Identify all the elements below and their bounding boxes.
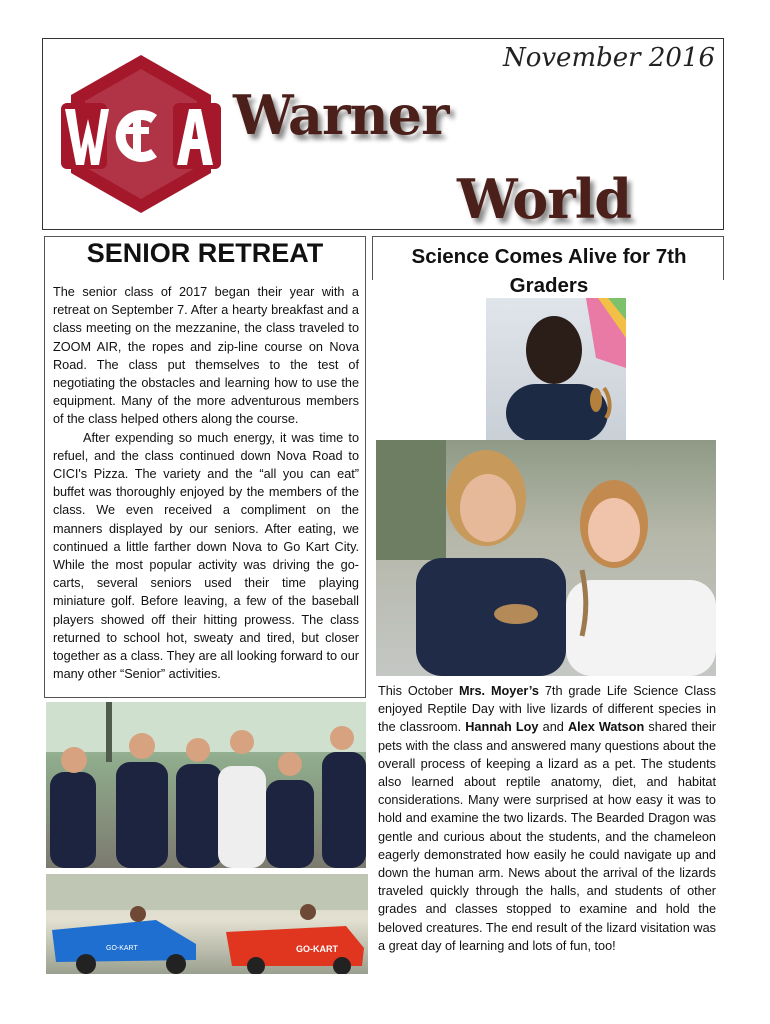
senior-retreat-heading: SENIOR RETREAT (86, 238, 324, 268)
go-kart-photo (46, 874, 368, 974)
science-text: shared their pets with the class and answered many questions about the overall process of keeping a lizard as a pet. The students also learned about reptile anatomy, diet, and habitat considerations. Many were surprised at how easy it was to hold and examine the two lizards. The Bearded Dragon was gentle and curious about the students, and the chameleon eagerly demonstrated how easily he could navigate up and down the human arm. News about the arrival of the lizards traveled quickly through the halls, and students of other grades and classes stopped to examine and hold the beloved creatures. The end result of the lizard visitation was a great day of learning and lots of fun, too! (378, 720, 717, 953)
science-text: 7th grade Life Science Class enjoyed Reptile Day with live lizards of different species in the classroom. (378, 684, 716, 735)
newsletter-title-world: World (457, 167, 631, 231)
senior-retreat-paragraph-2: After expending so much energy, it was time to refuel, and the class continued down Nova Road to CICI's Pizza. The variety and the “all you can eat” buffet was thoroughly enjoyed by the members of the class. We even received a compliment on the manners displayed by our seniors. After eating, we continued a little farther down Nova to Go Kart City. While the most popular activity was driving the go-carts, several seniors used their time playing miniature golf. Before leaving, a few of the baseball players showed off their hitting prowess. The class returned to school hot, sweaty and tired, but closer together as a class. They are all looking forward to our many other “Senior” activities. (53, 430, 359, 682)
seniors-ropes-course-photo (46, 702, 366, 868)
teacher-name: Mrs. Moyer’s (458, 684, 539, 698)
school-logo (61, 53, 221, 215)
science-text: and (538, 720, 568, 735)
newsletter-title-warner: Warner (233, 83, 449, 147)
issue-date: November 2016 (502, 43, 715, 73)
boy-with-lizard-photo (486, 298, 626, 442)
science-body (378, 682, 716, 955)
kart-label: GO-KART (296, 944, 338, 954)
senior-retreat-article (44, 236, 366, 698)
student-name: Hannah Loy (465, 720, 539, 735)
science-text: This October (378, 684, 459, 698)
student-name: Alex Watson (567, 720, 645, 735)
masthead (42, 38, 724, 230)
senior-retreat-body (53, 283, 359, 683)
girls-with-lizards-photo (376, 440, 716, 676)
kart-label: GO-KART (106, 945, 138, 952)
senior-retreat-paragraph-1: The senior class of 2017 began their year with a retreat on September 7. After a hearty breakfast and a class meeting on the mezzanine, the class traveled to ZOOM AIR, the ropes and zip-line course on Nova Road. The class put themselves to the test of negotiating the obstacles and learning how to use the equipment. Many of the more adventurous members of the class helped others along the course. (53, 285, 359, 427)
science-heading: Science Comes Alive for 7th Graders (411, 245, 687, 297)
